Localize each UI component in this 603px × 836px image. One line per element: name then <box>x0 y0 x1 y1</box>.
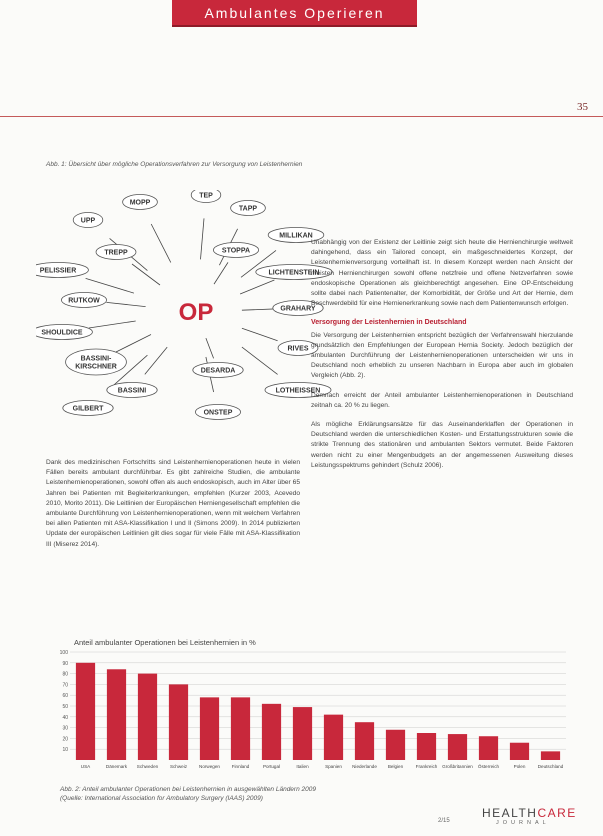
logo-part-accent: CARE <box>537 806 577 820</box>
diagram-node-label: UPP <box>80 217 96 225</box>
x-tick-label: Finnland <box>231 764 250 769</box>
paragraph: Als mögliche Erklärungsansätze für das Auseinanderklaffen der Operationen in Deutschland werden die unterschiedlichen Kosten- und Erstattungsstrukturen sowie die strikte Trennung des stationären und ambulanten Sektors vermutet. Beide Faktoren werden nicht zu einer Mengenbudgets an der angemessenen Ausweitung dieses Leistungsspektrums gehindert (Schulz 2006). <box>311 421 573 469</box>
x-tick-label: Portugal <box>262 764 281 769</box>
bar <box>448 734 467 760</box>
x-tick-label: Schweden <box>136 764 159 769</box>
diagram-node-label: ONSTEP <box>203 409 233 417</box>
bar <box>107 669 126 760</box>
diagram-node-label: RIVES <box>287 345 309 353</box>
figure1-caption: Abb. 1: Übersicht über mögliche Operationsverfahren zur Versorgung von Leistenhernien <box>46 161 303 168</box>
y-tick-label: 60 <box>62 693 68 700</box>
diagram-spoke <box>242 328 278 341</box>
x-tick-label: Belgien <box>387 764 404 769</box>
bar <box>324 715 343 760</box>
paragraph: Dank des medizinischen Fortschritts sind Leistenhernienoperationen heute in vielen Fällen bereits ambulant durchführbar. Es gibt zahlreiche Studien, die ambulante Leistenhernienoperationen, sowohl offen als auch endoskopisch, auch im Alter über 65 Jahren bei Patienten mit Begleiterkrankungen, empfehlen (Kurzer 2003, Acevedo 2010, Morito 2011). Die Leitlinien der Europäischen Herniengesellschaft empfehlen die ambulante Durchführung von Leistenhernienoperationen, wenn mit welchem Verfahren bei allen Patienten mit ASA-Klassifikation I und II (Simons 2009). In 2014 publizierten Update der europäischen Leitlinien gilt dies sogar für viele Fälle mit ASA-Klassifikation III (Miserez 2014). <box>46 459 300 548</box>
x-tick-label: USA <box>80 764 91 769</box>
bar <box>138 674 157 760</box>
bar <box>510 743 529 760</box>
bar <box>169 684 188 760</box>
diagram-spoke <box>116 335 151 353</box>
diagram-node-label: BASSINI- <box>80 355 112 363</box>
diagram-spoke <box>242 347 278 374</box>
bar <box>262 704 281 760</box>
diagram-node-label: BASSINI <box>117 387 147 395</box>
diagram-spoke <box>214 262 228 284</box>
x-tick-label: Frankreich <box>415 764 438 769</box>
diagram-spoke <box>240 280 274 294</box>
logo-part: HEALTH <box>482 806 538 820</box>
paragraph: Die Versorgung der Leistenhernien entspricht bezüglich der Verfahrenswahl hierzulande grundsätzlich den Empfehlungen der European Hernia Society. Jedoch bezüglich der ambulanten Durchführung der Leistenhernienoperationen unterscheiden wir uns in Deutschland noch erheblich zu unseren Nachbarn in Europa aber auch im globalen Vergleich (Abb. 2). <box>311 331 573 380</box>
bar <box>541 751 560 760</box>
diagram-node-label: DESARDA <box>200 367 236 375</box>
page-number: 35 <box>577 101 588 113</box>
diagram-node-label: TAPP <box>238 205 258 213</box>
y-tick-label: 40 <box>62 714 68 721</box>
diagram-node-label: GILBERT <box>72 405 104 413</box>
chart-title: Anteil ambulanter Operationen bei Leistenhernien in % <box>74 638 256 647</box>
diagram-spoke <box>242 309 278 310</box>
bar <box>76 663 95 760</box>
bar <box>386 730 405 760</box>
section-heading: Versorgung der Leistenhernien in Deutschland <box>311 319 467 327</box>
diagram-node-label: PELISSIER <box>39 267 77 275</box>
bar <box>293 707 312 760</box>
diagram-spoke <box>86 278 134 293</box>
x-tick-label: Niederlande <box>352 764 377 769</box>
diagram-node-label: STOPPA <box>221 247 251 255</box>
diagram-node-label: TREPP <box>104 249 128 257</box>
diagram-node-label: MOPP <box>129 199 151 207</box>
diagram-node-label: LICHTENSTEIN <box>268 269 320 277</box>
y-tick-label: 20 <box>62 736 68 743</box>
diagram-spoke <box>132 264 160 285</box>
x-tick-label: Spanien <box>325 764 342 769</box>
y-tick-label: 100 <box>59 650 68 656</box>
x-tick-label: Großbritannien <box>442 764 473 769</box>
diagram-spoke <box>201 218 205 259</box>
paragraph: Demnach erreicht der Anteil ambulanter Leistenhernienoperationen in Deutschland zeitnah ca. 20 % zu liegen. <box>311 391 573 409</box>
diagram-center-label: OP <box>178 299 214 326</box>
y-tick-label: 30 <box>62 725 68 732</box>
diagram-node-label: KIRSCHNER <box>75 363 117 371</box>
x-tick-label: Österreich <box>477 764 500 769</box>
diagram-spoke <box>151 224 171 263</box>
folio: 2/15 <box>438 818 450 824</box>
right-column-top <box>311 238 573 480</box>
section-banner <box>172 0 417 27</box>
y-tick-label: 70 <box>62 682 68 689</box>
y-tick-label: 10 <box>62 747 68 754</box>
bar <box>231 697 250 760</box>
diagram-node-label: SHOULDICE <box>41 329 83 337</box>
x-tick-label: Deutschland <box>537 764 564 769</box>
y-tick-label: 80 <box>62 671 68 678</box>
bar <box>417 733 436 760</box>
op-diagram <box>36 190 356 430</box>
bar <box>200 697 219 760</box>
paragraph: Unabhängig von der Existenz der Leitlinie zeigt sich heute die Hernienchirurgie weltweit dahingehend, dass ein Tailored concept, ein maßgeschneidertes Konzept, der Leistenhernienversorgung vorteilhaft ist. In diesem Konzept werden nach Ansicht der meisten Hernienchirurgen sowohl offene netzfreie und offene Netzverfahren sowie endoskopische Operationen als gleichberechtigt angesehen. Eine OP-Entscheidung sollte dabei nach Patientenalter, der Komorbidität, der Größe und Art der Hernie, dem Beschwerdebild für eine Hernienerkrankung sowie nach dem Patientenwunsch erfolgen. <box>311 239 573 308</box>
logo-subtitle: JOURNAL <box>496 820 550 826</box>
diagram-node-label: TEP <box>199 192 213 200</box>
diagram-node-label: LOTHEISSEN <box>275 387 321 395</box>
x-tick-label: Italien <box>296 764 309 769</box>
y-tick-label: 90 <box>62 660 68 667</box>
journal-logo <box>482 806 577 820</box>
figure2-source: (Quelle: International Association for Ambulatory Surgery (IAAS) 2009) <box>60 795 263 802</box>
y-tick-label: 50 <box>62 704 68 710</box>
x-tick-label: Dänemark <box>105 764 128 769</box>
x-tick-label: Schweiz <box>169 764 188 769</box>
diagram-spoke <box>145 347 167 374</box>
x-tick-label: Polen <box>513 764 526 769</box>
diagram-spoke <box>89 321 136 328</box>
diagram-node-label: GRAHARY <box>280 305 316 313</box>
bar <box>355 722 374 760</box>
x-tick-label: Norwegen <box>199 764 220 769</box>
diagram-node-label: MILLIKAN <box>279 232 313 240</box>
bar <box>479 736 498 760</box>
diagram-spoke <box>106 302 145 306</box>
divider <box>0 116 603 117</box>
diagram-node-label: RUTKOW <box>68 297 100 305</box>
bar-chart <box>56 648 576 778</box>
left-column <box>46 458 300 559</box>
section-title: Ambulantes Operieren <box>204 5 385 21</box>
figure2-caption: Abb. 2: Anteil ambulanter Operationen bei Leistenhernien in ausgewählten Ländern 2009 <box>60 786 316 793</box>
diagram-spoke <box>206 338 214 358</box>
